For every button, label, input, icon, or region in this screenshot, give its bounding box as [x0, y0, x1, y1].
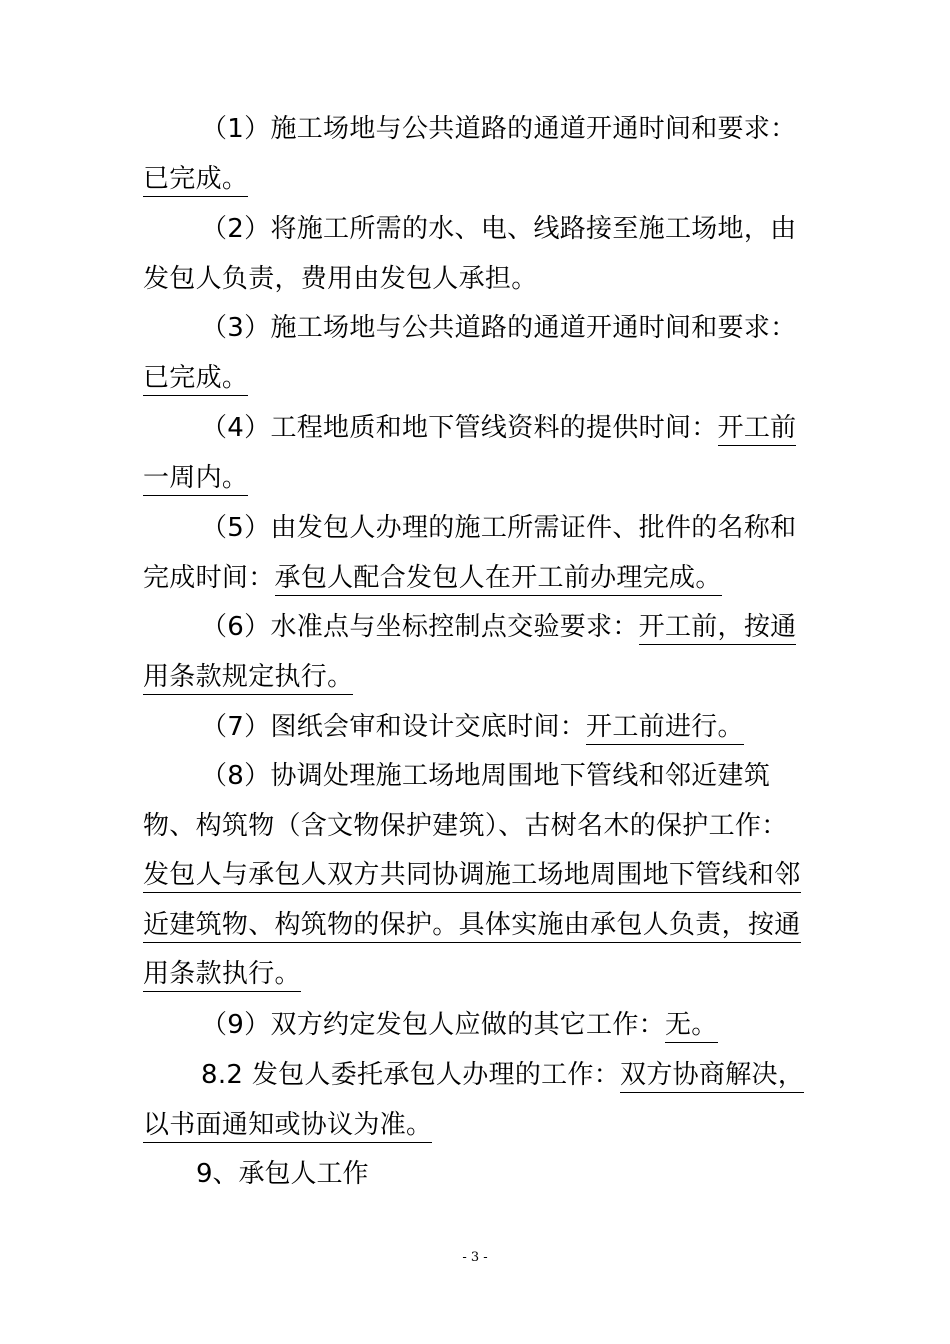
clause-label: （1）施工场地与公共道路的通道开通时间和要求：: [201, 114, 797, 144]
clause-7: [143, 703, 813, 753]
clause-answer: 承包人配合发包人在开工前办理完成。: [275, 563, 722, 596]
clause-answer: 发包人与承包人双方共同协调施工场地周围地下管线和邻近建筑物、构筑物的保护。具体实施由承包人负责，按通用条款执行。: [143, 860, 801, 992]
clause-2: [143, 205, 813, 304]
clause-answer: 已完成。: [143, 363, 248, 396]
clause-label: （2）将施工所需的水、电、线路接至施工场地，由发包人负责，费用由发包人承担。: [143, 214, 797, 294]
clause-6: [143, 603, 813, 702]
clause-answer: 开工前一周内。: [143, 413, 796, 496]
clause-9: [143, 1001, 813, 1051]
clause-label: （3）施工场地与公共道路的通道开通时间和要求：: [201, 313, 797, 343]
clause-answer: 已完成。: [143, 164, 248, 197]
clause-label: （8）协调处理施工场地周围地下管线和邻近建筑物、构筑物（含文物保护建筑）、古树名木的保护工作：: [143, 761, 788, 841]
clause-4: [143, 404, 813, 503]
clause-3: [143, 304, 813, 403]
clause-answer: 双方协商解决，以书面通知或协议为准。: [143, 1060, 804, 1143]
page-number: - 3 -: [462, 1250, 488, 1265]
clause-5: [143, 504, 813, 603]
clause-label: （7）图纸会审和设计交底时间：: [201, 712, 587, 742]
clause-label: （5）由发包人办理的施工所需证件、批件的名称和完成时间：: [143, 513, 797, 593]
clause-answer: 无。: [665, 1010, 718, 1043]
clause-8-2: [143, 1051, 813, 1150]
clause-answer: 开工前进行。: [586, 712, 744, 745]
section-heading: 9、承包人工作: [196, 1159, 369, 1189]
clause-answer: 开工前，按通用条款规定执行。: [143, 612, 796, 695]
clause-label: 8.2 发包人委托承包人办理的工作：: [201, 1060, 621, 1090]
clause-8: [143, 752, 813, 1000]
clause-label: （6）水准点与坐标控制点交验要求：: [201, 612, 639, 642]
clause-label: （4）工程地质和地下管线资料的提供时间：: [201, 413, 718, 443]
clause-1: [143, 105, 813, 204]
clause-label: （9）双方约定发包人应做的其它工作：: [201, 1010, 665, 1040]
